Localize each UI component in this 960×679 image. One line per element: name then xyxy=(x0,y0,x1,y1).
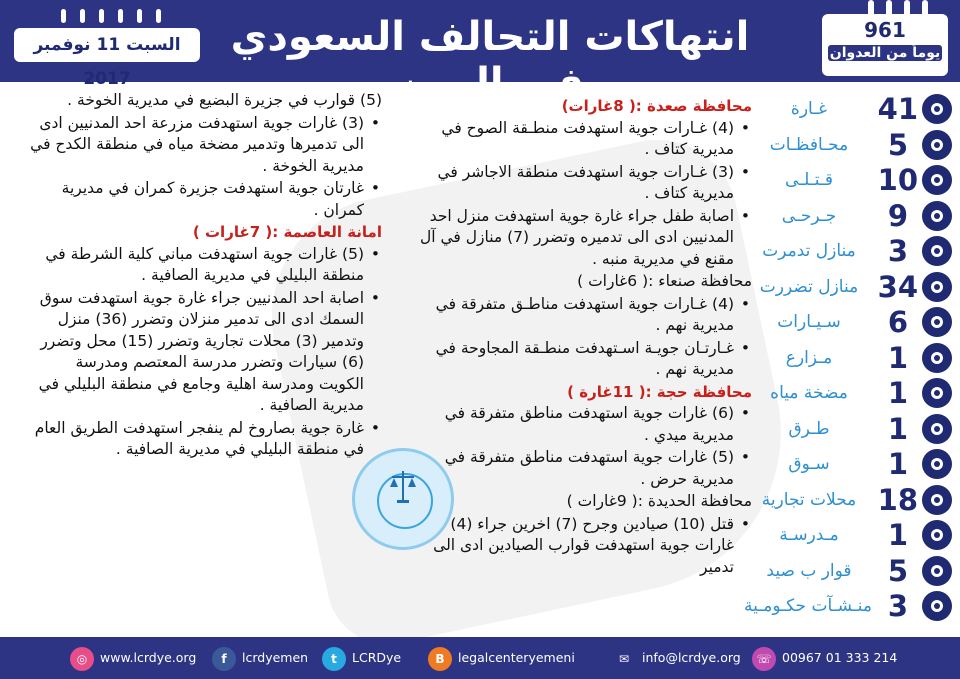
footer-contact-text: www.lcrdye.org xyxy=(100,650,197,665)
stat-value: 1 xyxy=(887,447,909,481)
dribbble-icon: ◎ xyxy=(70,647,94,671)
stat-label: مضخة مياه xyxy=(770,383,848,403)
footer-contact-blogger[interactable] xyxy=(428,644,575,672)
incident-bullet: • غارتان جوية استهدفت جزيرة كمران في مديرية كمران . xyxy=(30,178,382,221)
days-counter-box xyxy=(822,14,948,76)
days-count: 961 xyxy=(864,18,906,42)
footer-contact-text: LCRDye xyxy=(352,650,402,665)
footer-contact-phone[interactable] xyxy=(752,644,897,672)
stat-label: محلات تجارية xyxy=(761,489,857,510)
date-text: السبت 11 نوفمبر 2017 xyxy=(33,35,181,89)
blogger-icon: B xyxy=(428,647,452,671)
stats-list xyxy=(742,92,952,625)
incident-bullet: • اصابة احد المدنيين جراء غارة جوية استهدفت سوق السمك ادى الى تدمير منزلان وتضرر (36) منزل وتدمير (3) محلات تجارية وتضرر (15) محل وتضرر (6) سيارات وتضرر مدرسة المعتصم ومدرسة الكويت ومدرسة اهلية وجامع في منطقة البليلي في مديرية الصافية . xyxy=(30,288,382,417)
stat-value: 1 xyxy=(887,376,909,410)
stat-row xyxy=(742,412,952,448)
incident-bullet: • (3) غارات جوية استهدفت مزرعة احد المدنيين ادى الى تدميرها وتدمير مضخة مياه في منطقة الكدح في مديرية الخوخة . xyxy=(30,113,382,178)
footer-contact-dribbble[interactable] xyxy=(70,644,196,672)
report-line: محافظة صنعاء :( 6غارات ) xyxy=(577,272,752,290)
stat-row xyxy=(742,447,952,483)
report-column-left xyxy=(30,90,382,462)
incident-bullet: • غارة جوية بصاروخ لم ينفجر استهدفت الطريق العام في منطقة البليلي في مديرية الصافية . xyxy=(30,418,382,461)
incident-bullet: • قتل (10) صيادين وجرح (7) اخرين جراء (4) غارات جوية استهدفت قوارب الصيادين ادى الى تدمير xyxy=(412,514,752,579)
stat-value: 6 xyxy=(887,305,909,339)
stat-label: منازل تضررت xyxy=(759,276,859,297)
stat-row xyxy=(742,163,952,199)
stat-label: مـدرسـة xyxy=(779,525,839,545)
stat-label: قوار ب صيد xyxy=(766,560,852,581)
days-label: يوماً من العدوان xyxy=(829,45,941,61)
stat-label: محـافظـات xyxy=(769,134,849,155)
pump-icon xyxy=(922,378,952,408)
stat-value: 9 xyxy=(887,198,909,233)
farm-icon xyxy=(922,343,952,373)
date-box xyxy=(14,28,200,89)
footer-contact-twitter[interactable] xyxy=(322,644,401,672)
incident-bullet: • (5) غارات جوية استهدفت مناطق متفرقة في مديرية حرض . xyxy=(412,447,752,490)
footer-contact-text: lcrdyemen xyxy=(242,650,309,665)
footer-contact-facebook[interactable] xyxy=(212,644,308,672)
stat-row xyxy=(742,128,952,164)
stat-row xyxy=(742,589,952,625)
map-icon xyxy=(922,130,952,160)
twitter-icon: t xyxy=(322,647,346,671)
email-icon: ✉ xyxy=(612,647,636,671)
footer-contact-text: info@lcrdye.org xyxy=(642,650,741,665)
footer-contact-text: 00967 01 333 214 xyxy=(782,650,898,665)
car-icon xyxy=(922,307,952,337)
stat-value: 5 xyxy=(887,553,909,588)
shop-icon xyxy=(922,485,952,515)
stat-label: مـزارع xyxy=(785,347,833,368)
incident-bullet: • غـارتـان جويـة اسـتهدفت منطـقة المجاوحة في مديرية نهم . xyxy=(412,338,752,381)
stat-label: قـتـلـى xyxy=(785,170,833,190)
footer-contact-text: legalcenteryemeni xyxy=(458,650,575,665)
report-line: (5) قوارب في جزيرة البضيع في مديرية الخوخة . xyxy=(67,91,382,109)
footer-contact-email[interactable] xyxy=(612,644,741,672)
stat-label: منـشـآت حكـومـية xyxy=(744,596,872,616)
governorate-heading: محافظة حجة :( 11غارة ) xyxy=(567,382,752,401)
stat-row xyxy=(742,341,952,377)
governorate-heading: امانة العاصمة :( 7غارات ) xyxy=(192,223,382,241)
stat-label: سـوق xyxy=(788,454,830,474)
calendar-hooks-right xyxy=(862,0,942,20)
plane-icon xyxy=(922,94,952,124)
stat-label: منازل تدمرت xyxy=(762,241,856,261)
stat-row xyxy=(742,483,952,519)
stat-row xyxy=(742,554,952,590)
stat-value: 34 xyxy=(877,269,918,304)
stat-label: سـيـارات xyxy=(777,312,841,332)
house-damaged-icon xyxy=(922,272,952,302)
incident-bullet: • (6) غارات جوية استهدفت مناطق متفرقة في مديرية ميدي . xyxy=(412,403,752,446)
stat-label: طـرق xyxy=(788,418,830,439)
phone-icon: ☏ xyxy=(752,647,776,671)
school-icon xyxy=(922,520,952,550)
boat-icon xyxy=(922,556,952,586)
stat-value: 18 xyxy=(877,482,918,517)
report-column-right xyxy=(412,96,752,579)
dead-icon xyxy=(922,165,952,195)
report-line: محافظة الحديدة :( 9غارات ) xyxy=(566,492,752,510)
incident-bullet: • (5) غارات جوية استهدفت مباني كلية الشرطة في منطقة البليلي في مديرية الصافية . xyxy=(30,244,382,287)
stat-row xyxy=(742,376,952,412)
house-destroyed-icon xyxy=(922,236,952,266)
stat-value: 3 xyxy=(887,234,909,268)
facebook-icon: f xyxy=(212,647,236,671)
injured-icon xyxy=(922,201,952,231)
stat-row xyxy=(742,305,952,341)
stat-value: 3 xyxy=(887,589,909,623)
incident-bullet: • (4) غـارات جوية استهدفت مناطـق متفرقة في مديرية نهم . xyxy=(412,294,752,337)
incident-bullet: • اصابة طفل جراء غارة جوية استهدفت منزل احد المدنيين ادى الى تدميره وتضرر (7) منازل في آل مقنع في مديرية منبه . xyxy=(412,206,752,271)
stat-row xyxy=(742,199,952,235)
stat-row xyxy=(742,234,952,270)
governorate-heading: محافظة صعدة :( 8غارات) xyxy=(561,97,752,115)
stat-label: غـارة xyxy=(790,99,828,119)
stat-value: 1 xyxy=(887,518,909,552)
stat-row xyxy=(742,92,952,128)
footer-bar xyxy=(0,637,960,679)
stat-row xyxy=(742,518,952,554)
calendar-hooks-left xyxy=(54,8,194,28)
stat-value: 10 xyxy=(877,163,918,197)
page-title: انتهاكات التحالف السعودي في اليمن xyxy=(230,14,750,106)
stat-value: 1 xyxy=(887,411,909,446)
stat-value: 5 xyxy=(887,127,909,162)
incident-bullet: • (3) غـارات جوية استهدفت منطقة الاجاشر في مديرية كتاف . xyxy=(412,162,752,205)
stat-row xyxy=(742,270,952,306)
government-icon xyxy=(922,591,952,621)
stat-value: 41 xyxy=(877,92,918,126)
incident-bullet: • (4) غـارات جوية استهدفت منطـقة الصوح في مديرية كتاف . xyxy=(412,118,752,161)
stat-label: جـرحـى xyxy=(781,205,837,226)
stat-value: 1 xyxy=(887,340,909,375)
road-icon xyxy=(922,414,952,444)
market-icon xyxy=(922,449,952,479)
